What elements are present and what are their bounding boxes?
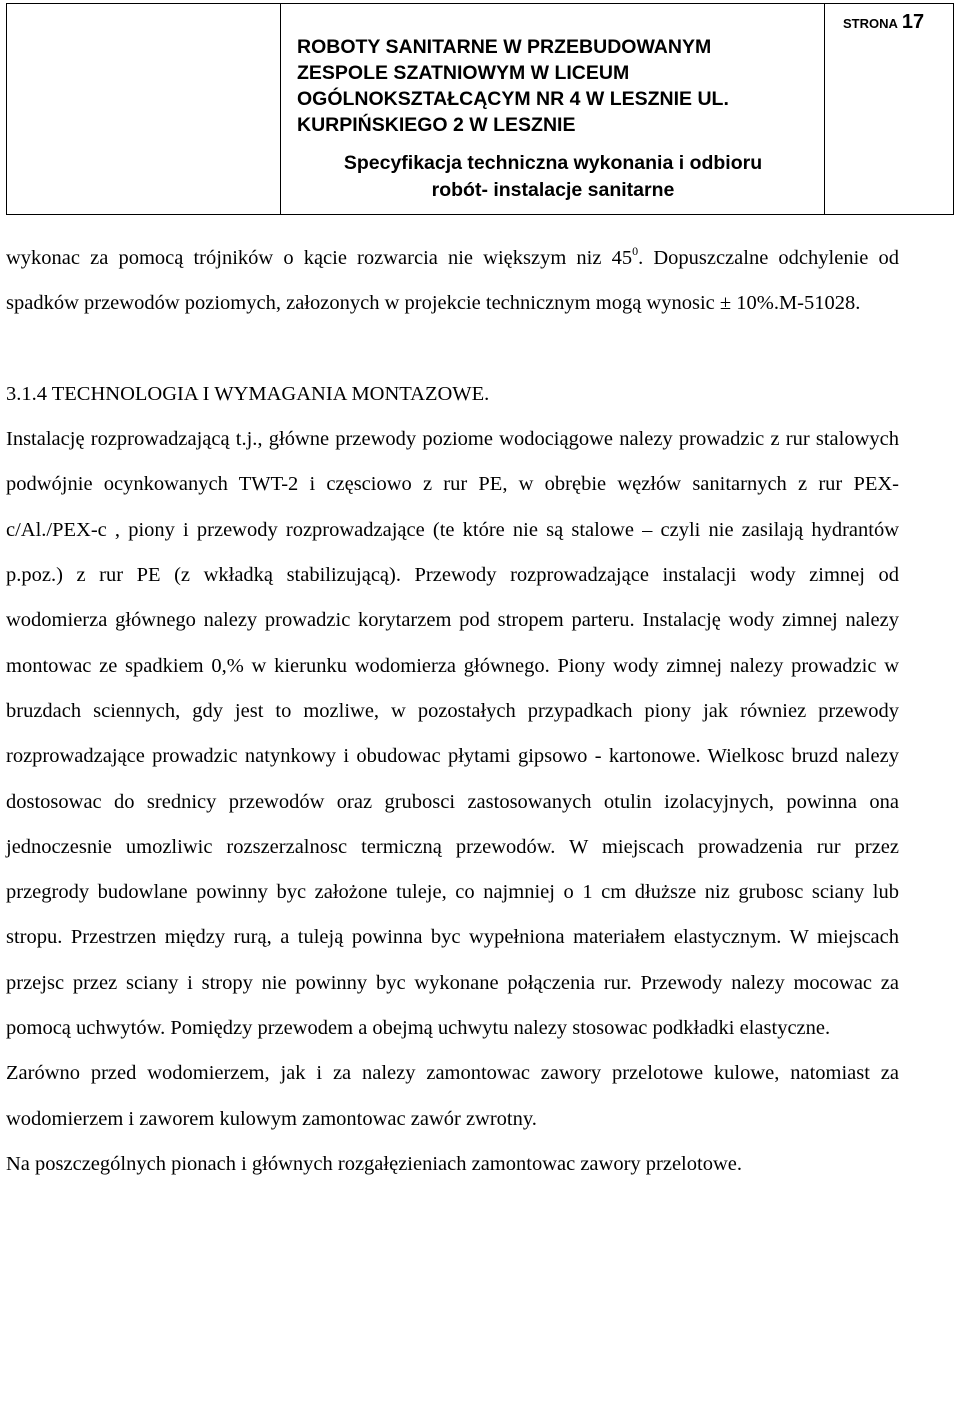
paragraph-zawory-piony: Na poszczególnych pionach i głównych rozgałęzieniach zamontowac zawory przelotowe. xyxy=(6,1152,742,1175)
title-line: KURPIŃSKIEGO 2 W LESZNIE xyxy=(297,114,576,136)
title-line: OGÓLNOKSZTAŁCĄCYM NR 4 W LESZNIE UL. xyxy=(297,88,729,110)
degree-superscript: 0 xyxy=(632,244,639,258)
page-number: 17 xyxy=(901,11,925,33)
paragraph-text: wykonac za pomocą trójników o kącie rozwarcia nie większym niz 45 xyxy=(6,247,633,269)
page-header-table xyxy=(6,3,954,215)
page-number-cell xyxy=(825,4,953,44)
header-logo-cell xyxy=(7,4,281,214)
blank-line xyxy=(6,327,899,372)
paragraph-spadki xyxy=(6,236,899,327)
subtitle-line: robót- instalacje sanitarne xyxy=(431,179,675,201)
title-line: ROBOTY SANITARNE W PRZEBUDOWANYM xyxy=(297,36,712,58)
document-subtitle xyxy=(281,150,825,204)
document-body xyxy=(6,236,899,1187)
header-title-cell xyxy=(281,4,825,214)
page-indicator xyxy=(843,11,924,34)
paragraph-technologia: Instalację rozprowadzającą t.j., główne przewody poziome wodociągowe nalezy prowadzic z rur stalowych podwójnie ocynkowanych TWT-2 i częsciowo z rur PE, w obrębie węzłów sanitarnych z rur PEX-c/Al./PEX-c , piony i przewody rozprowadzające (te które nie są stalowe – czyli nie zasilają hydrantów p.poz.) z rur PE (z wkładką stabilizującą). Przewody rozprowadzające instalacji wody zimnej od wodomierza głównego nalezy prowadzic korytarzem pod stropem parteru. Instalację wody zimnej nalezy montowac ze spadkiem 0,% w kierunku wodomierza głównego. Piony wody zimnej nalezy prowadzic w bruzdach sciennych, gdy jest to mozliwe, w pozostałych przypadkach piony jak równiez przewody rozprowadzające prowadzic natynkowy i obudowac płytami gipsowo - kartonowe. Wielkosc bruzd nalezy dostosowac do srednicy przewodów oraz grubosci zastosowanych otulin izolacyjnych, powinna ona jednoczesnie umozliwic rozszerzalnosc termiczną przewodów. W miejscach prowadzenia rur przez przegrody budowlane powinny byc założone tuleje, co najmniej o 1 cm dłuższe niz grubosc sciany lub stropu. Przestrzen między rurą, a tuleją powinna byc wypełniona materiałem elastycznym. W miejscach przejsc przez sciany i stropy nie powinny byc wykonane połączenia rur. Przewody nalezy mocowac za pomocą uchwytów. Pomiędzy przewodem a obejmą uchwytu nalezy stosowac podkładki elastyczne. xyxy=(6,428,899,1040)
section-heading: 3.1.4 TECHNOLOGIA I WYMAGANIA MONTAZOWE. xyxy=(6,382,490,405)
title-line: ZESPOLE SZATNIOWYM W LICEUM xyxy=(297,62,630,84)
paragraph-zawory-wodomierz: Zarówno przed wodomierzem, jak i za nalezy zamontowac zawory przelotowe kulowe, natomiast za wodomierzem i zaworem kulowym zamontowac zawór zwrotny. xyxy=(6,1062,899,1130)
document-title xyxy=(297,34,817,138)
paragraph-text: . Dopuszczalne odchylenie od spadków przewodów poziomych, załozonych w projekcie technicznym mogą wynosic ± 10%.M-51028. xyxy=(6,247,899,315)
page-label: STRONA xyxy=(843,16,898,31)
subtitle-line: Specyfikacja techniczna wykonania i odbioru xyxy=(343,152,763,174)
